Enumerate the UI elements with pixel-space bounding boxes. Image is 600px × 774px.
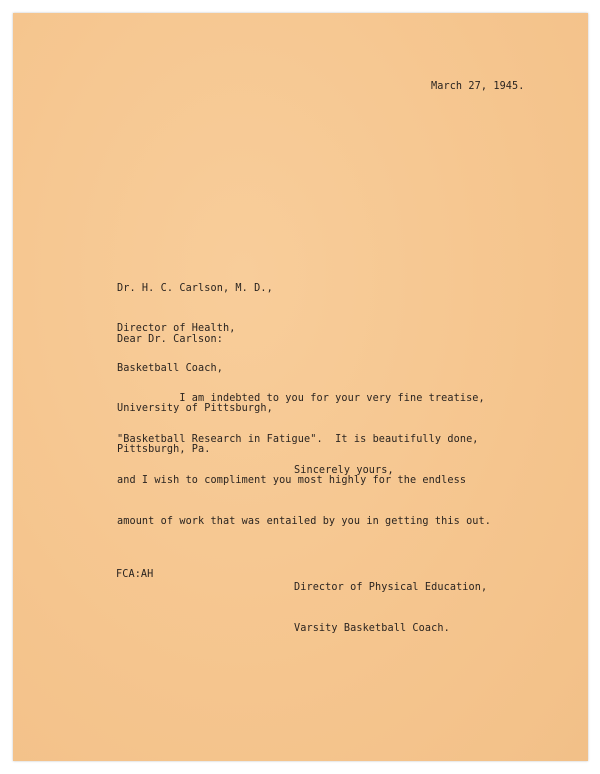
closing: Sincerely yours, — [294, 465, 394, 476]
body-line: and I wish to compliment you most highly for the endless — [117, 474, 467, 486]
letter-page — [13, 13, 588, 761]
body-line: amount of work that was entailed by you in getting this out. — [117, 515, 492, 527]
signature-block — [294, 554, 487, 663]
reference-initials: FCA:AH — [116, 569, 154, 580]
body-line: I am indebted to you for your very fine treatise, — [117, 393, 485, 405]
signature-line: Director of Physical Education, — [294, 582, 488, 594]
letter-date: March 27, 1945. — [431, 81, 525, 92]
address-line: Dr. H. C. Carlson, M. D., — [117, 282, 273, 294]
address-line: Pittsburgh, Pa. — [117, 443, 211, 455]
address-line: Director of Health, — [117, 323, 236, 335]
signature-line: Varsity Basketball Coach. — [294, 622, 450, 634]
address-line: Basketball Coach, — [117, 363, 223, 375]
address-line: University of Pittsburgh, — [117, 403, 273, 415]
letter-body — [117, 365, 491, 555]
body-line: "Basketball Research in Fatigue". It is beautifully done, — [117, 433, 479, 445]
salutation: Dear Dr. Carlson: — [117, 334, 223, 345]
